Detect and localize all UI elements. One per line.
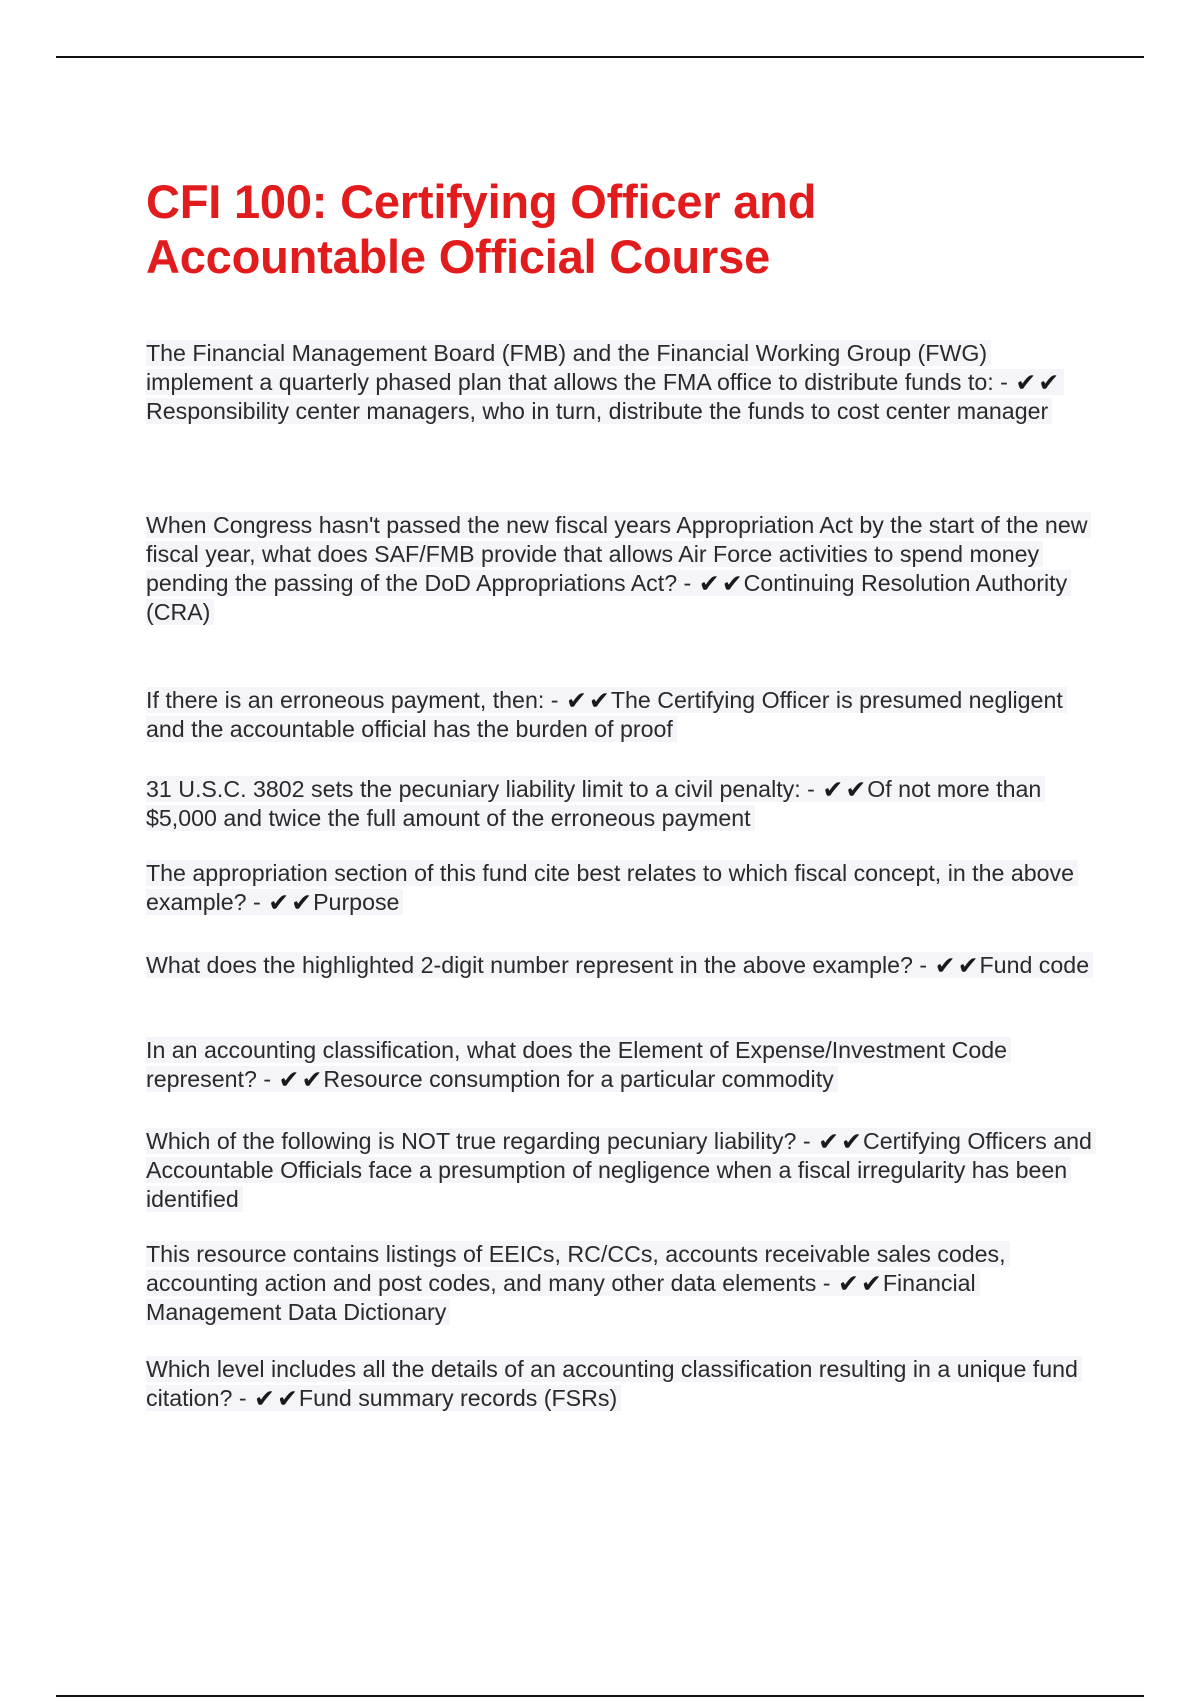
check-icon: ✔ xyxy=(934,951,956,980)
answer-text: Fund code xyxy=(979,952,1090,978)
check-icon: ✔ xyxy=(822,775,844,804)
qa-item xyxy=(146,1127,1096,1214)
check-icon: ✔ xyxy=(588,686,610,715)
check-icon: ✔ xyxy=(845,775,867,804)
check-icon: ✔ xyxy=(957,951,979,980)
qa-item xyxy=(146,339,1096,426)
check-icon: ✔ xyxy=(721,569,743,598)
check-icon: ✔ xyxy=(698,569,720,598)
separator: - xyxy=(263,1066,272,1092)
separator: - xyxy=(550,687,559,713)
separator: - xyxy=(919,952,928,978)
separator: - xyxy=(822,1270,831,1296)
check-icon: ✔ xyxy=(291,888,313,917)
separator: - xyxy=(683,570,692,596)
check-icon: ✔ xyxy=(278,1065,300,1094)
check-icon: ✔ xyxy=(268,888,290,917)
answer-text: Of not more than $5,000 and twice the full amount of the erroneous payment xyxy=(146,776,1042,831)
answer-text: The Certifying Officer is presumed negligent and the accountable official has the burden of proof xyxy=(146,687,1063,742)
answer-text: Resource consumption for a particular commodity xyxy=(323,1066,834,1092)
check-icon: ✔ xyxy=(1015,368,1037,397)
separator: - xyxy=(1000,369,1008,395)
answer-text: Purpose xyxy=(313,889,400,915)
check-icon: ✔ xyxy=(565,686,587,715)
answer-text: Fund summary records (FSRs) xyxy=(298,1385,618,1411)
separator: - xyxy=(807,776,815,802)
question-text: 31 U.S.C. 3802 sets the pecuniary liability limit to a civil penalty: xyxy=(146,776,801,802)
check-icon: ✔ xyxy=(254,1384,275,1413)
qa-item xyxy=(146,1240,1096,1327)
page-title-line-1: CFI 100: Certifying Officer and xyxy=(146,175,817,228)
question-text: Which of the following is NOT true regarding pecuniary liability? xyxy=(146,1128,797,1154)
qa-item xyxy=(146,775,1096,833)
top-rule xyxy=(56,56,1144,58)
page-title-line-2: Accountable Official Course xyxy=(146,230,771,283)
qa-item xyxy=(146,511,1096,627)
bottom-rule xyxy=(56,1695,1144,1697)
question-text: When Congress hasn't passed the new fiscal years Appropriation Act by the start of the new fiscal year, what does SAF/FMB provide that allows Air Force activities to spend money pending the passing of the DoD Appropriations Act? xyxy=(146,512,1088,596)
question-text: The Financial Management Board (FMB) and the Financial Working Group (FWG) implement a quarterly phased plan that allows the FMA office to distribute funds to: xyxy=(146,340,994,395)
separator: - xyxy=(238,1385,247,1411)
question-text: If there is an erroneous payment, then: xyxy=(146,687,545,713)
question-text: What does the highlighted 2-digit number represent in the above example? xyxy=(146,952,913,978)
check-icon: ✔ xyxy=(841,1127,862,1156)
answer-text: Financial Management Data Dictionary xyxy=(146,1270,976,1325)
answer-text: Responsibility center managers, who in turn, distribute the funds to cost center manager xyxy=(146,398,1049,424)
check-icon: ✔ xyxy=(1038,368,1060,397)
check-icon: ✔ xyxy=(860,1269,882,1298)
check-icon: ✔ xyxy=(837,1269,859,1298)
check-icon: ✔ xyxy=(301,1065,323,1094)
separator: - xyxy=(253,889,261,915)
check-icon: ✔ xyxy=(818,1127,840,1156)
question-text: In an accounting classification, what does the Element of Expense/Investment Code represent? xyxy=(146,1037,1008,1092)
qa-item xyxy=(146,1355,1096,1413)
check-icon: ✔ xyxy=(276,1384,298,1413)
separator: - xyxy=(802,1128,811,1154)
qa-item xyxy=(146,859,1096,917)
qa-item xyxy=(146,1036,1096,1094)
question-text: Which level includes all the details of an accounting classification resulting in a unique fund citation? xyxy=(146,1356,1078,1411)
page-title xyxy=(146,174,906,284)
answer-text: Certifying Officers and Accountable Officials face a presumption of negligence when a fiscal irregularity has been identified xyxy=(146,1128,1092,1212)
qa-item xyxy=(146,951,1096,980)
question-text: The appropriation section of this fund cite best relates to which fiscal concept, in the above example? xyxy=(146,860,1075,915)
question-text: This resource contains listings of EEICs, RC/CCs, accounts receivable sales codes, accounting action and post codes, and many other data elements xyxy=(146,1241,1006,1296)
qa-item xyxy=(146,686,1096,744)
answer-text: Continuing Resolution Authority (CRA) xyxy=(146,570,1068,625)
